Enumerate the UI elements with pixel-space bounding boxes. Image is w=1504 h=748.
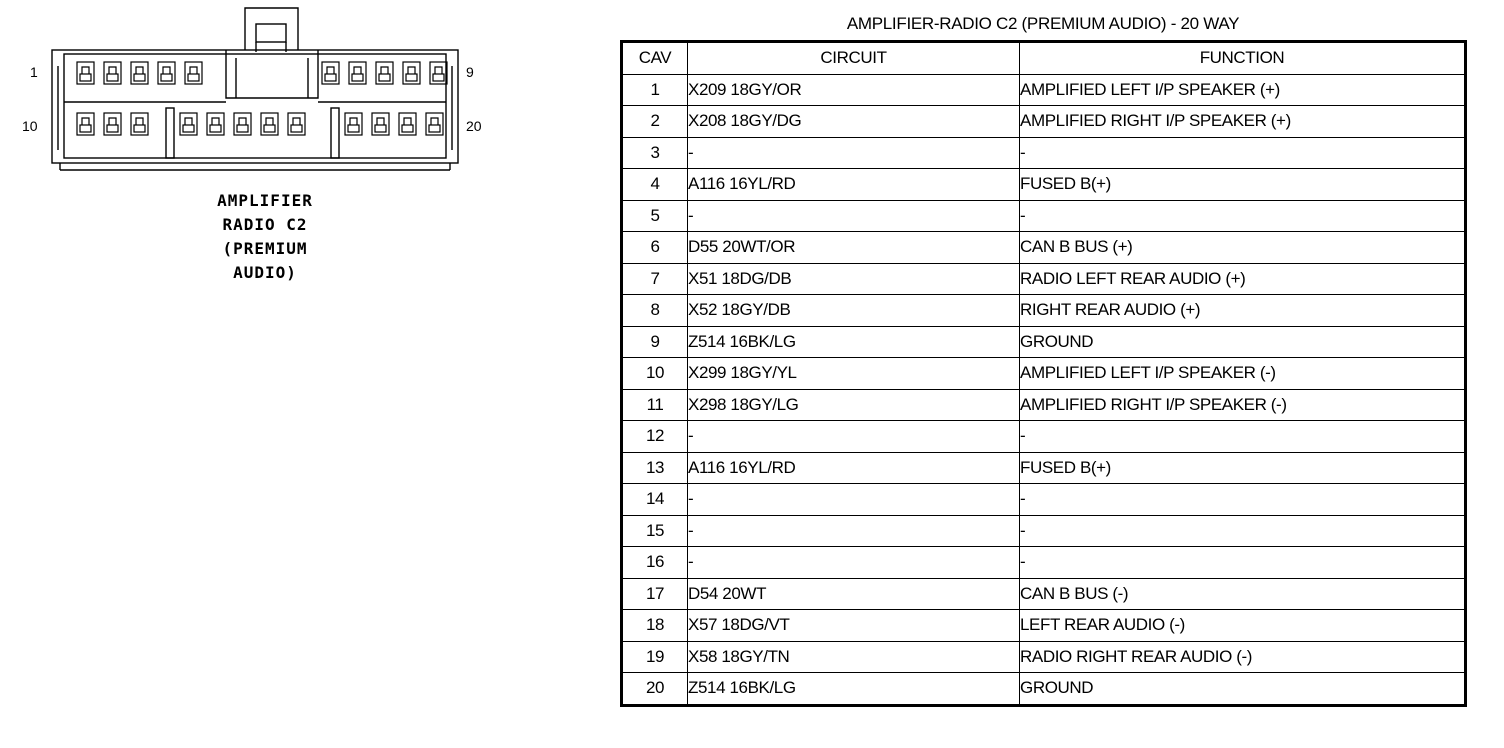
pin-label-1: 1 bbox=[30, 64, 38, 80]
circuit-cell: D55 20WT/OR bbox=[688, 232, 1020, 264]
table-row bbox=[622, 578, 1466, 610]
circuit-cell: - bbox=[688, 421, 1020, 453]
circuit-cell: - bbox=[688, 137, 1020, 169]
circuit-cell: X298 18GY/LG bbox=[688, 389, 1020, 421]
function-cell: - bbox=[1020, 484, 1466, 516]
terminal-cavity-6 bbox=[322, 62, 339, 84]
pin-label-20: 20 bbox=[466, 118, 482, 134]
circuit-cell: - bbox=[688, 515, 1020, 547]
caption-line-4: AUDIO) bbox=[233, 263, 297, 282]
function-cell: GROUND bbox=[1020, 673, 1466, 706]
table-row bbox=[622, 389, 1466, 421]
circuit-cell: - bbox=[688, 484, 1020, 516]
cav-cell: 18 bbox=[622, 610, 688, 642]
terminal-cavity-21 bbox=[399, 113, 416, 135]
circuit-cell: X57 18DG/VT bbox=[688, 610, 1020, 642]
cav-cell: 4 bbox=[622, 169, 688, 201]
terminal-cavity-10 bbox=[430, 62, 447, 84]
table-row bbox=[622, 610, 1466, 642]
function-cell: - bbox=[1020, 421, 1466, 453]
cav-cell: 13 bbox=[622, 452, 688, 484]
cav-cell: 1 bbox=[622, 74, 688, 106]
circuit-cell: A116 16YL/RD bbox=[688, 169, 1020, 201]
function-cell: RIGHT REAR AUDIO (+) bbox=[1020, 295, 1466, 327]
table-row bbox=[622, 673, 1466, 706]
table-row bbox=[622, 421, 1466, 453]
table-row bbox=[622, 263, 1466, 295]
terminal-cavity-4 bbox=[158, 62, 175, 84]
cav-cell: 2 bbox=[622, 106, 688, 138]
terminal-cavity-9 bbox=[403, 62, 420, 84]
cav-cell: 10 bbox=[622, 358, 688, 390]
table-row bbox=[622, 484, 1466, 516]
function-cell: - bbox=[1020, 137, 1466, 169]
function-cell: - bbox=[1020, 200, 1466, 232]
cav-cell: 9 bbox=[622, 326, 688, 358]
table-row bbox=[622, 326, 1466, 358]
table-row bbox=[622, 106, 1466, 138]
table-row bbox=[622, 358, 1466, 390]
terminal-cavity-1 bbox=[77, 62, 94, 84]
function-cell: AMPLIFIED RIGHT I/P SPEAKER (+) bbox=[1020, 106, 1466, 138]
terminal-cavity-5 bbox=[185, 62, 202, 84]
function-cell: CAN B BUS (+) bbox=[1020, 232, 1466, 264]
function-cell: AMPLIFIED RIGHT I/P SPEAKER (-) bbox=[1020, 389, 1466, 421]
terminal-cavity-22 bbox=[426, 113, 443, 135]
terminal-cavity-20 bbox=[372, 113, 389, 135]
caption-line-1: AMPLIFIER bbox=[217, 191, 313, 210]
cav-cell: 19 bbox=[622, 641, 688, 673]
terminal-cavity-7 bbox=[349, 62, 366, 84]
circuit-cell: Z514 16BK/LG bbox=[688, 326, 1020, 358]
pin-label-10: 10 bbox=[22, 118, 38, 134]
circuit-cell: D54 20WT bbox=[688, 578, 1020, 610]
cav-cell: 12 bbox=[622, 421, 688, 453]
header-function: FUNCTION bbox=[1020, 42, 1466, 75]
table-row bbox=[622, 515, 1466, 547]
circuit-cell: A116 16YL/RD bbox=[688, 452, 1020, 484]
keyway-right bbox=[331, 108, 339, 158]
terminal-cavity-14 bbox=[180, 113, 197, 135]
circuit-cell: X208 18GY/DG bbox=[688, 106, 1020, 138]
terminal-cavity-18 bbox=[288, 113, 305, 135]
terminal-cavity-16 bbox=[234, 113, 251, 135]
cav-cell: 3 bbox=[622, 137, 688, 169]
table-row bbox=[622, 74, 1466, 106]
circuit-cell: X299 18GY/YL bbox=[688, 358, 1020, 390]
connector-caption bbox=[190, 189, 340, 285]
cav-cell: 8 bbox=[622, 295, 688, 327]
circuit-cell: X58 18GY/TN bbox=[688, 641, 1020, 673]
terminal-cavity-11 bbox=[77, 113, 94, 135]
connector-latch bbox=[226, 8, 318, 98]
circuit-cell: X209 18GY/OR bbox=[688, 74, 1020, 106]
table-title: AMPLIFIER-RADIO C2 (PREMIUM AUDIO) - 20 WAY bbox=[846, 14, 1240, 33]
header-circuit: CIRCUIT bbox=[688, 42, 1020, 75]
terminal-cavity-19 bbox=[345, 113, 362, 135]
function-cell: AMPLIFIED LEFT I/P SPEAKER (+) bbox=[1020, 74, 1466, 106]
cav-cell: 14 bbox=[622, 484, 688, 516]
cav-cell: 17 bbox=[622, 578, 688, 610]
function-cell: - bbox=[1020, 515, 1466, 547]
function-cell: RADIO LEFT REAR AUDIO (+) bbox=[1020, 263, 1466, 295]
table-row bbox=[622, 232, 1466, 264]
terminal-cavity-8 bbox=[376, 62, 393, 84]
circuit-cell: X51 18DG/DB bbox=[688, 263, 1020, 295]
cav-cell: 16 bbox=[622, 547, 688, 579]
circuit-cell: X52 18GY/DB bbox=[688, 295, 1020, 327]
cav-cell: 5 bbox=[622, 200, 688, 232]
connector-face-diagram bbox=[0, 0, 600, 190]
pinout-table bbox=[620, 40, 1467, 707]
table-header-row bbox=[622, 42, 1466, 75]
function-cell: RADIO RIGHT REAR AUDIO (-) bbox=[1020, 641, 1466, 673]
table-row bbox=[622, 452, 1466, 484]
pin-label-9: 9 bbox=[466, 64, 474, 80]
table-row bbox=[622, 169, 1466, 201]
terminal-cavity-13 bbox=[131, 113, 148, 135]
table-row bbox=[622, 547, 1466, 579]
cav-cell: 6 bbox=[622, 232, 688, 264]
function-cell: - bbox=[1020, 547, 1466, 579]
table-row bbox=[622, 200, 1466, 232]
circuit-cell: Z514 16BK/LG bbox=[688, 673, 1020, 706]
table-row bbox=[622, 137, 1466, 169]
function-cell: CAN B BUS (-) bbox=[1020, 578, 1466, 610]
function-cell: FUSED B(+) bbox=[1020, 452, 1466, 484]
cav-cell: 15 bbox=[622, 515, 688, 547]
keyway-left bbox=[166, 108, 174, 158]
function-cell: LEFT REAR AUDIO (-) bbox=[1020, 610, 1466, 642]
terminal-cavity-3 bbox=[131, 62, 148, 84]
circuit-cell: - bbox=[688, 200, 1020, 232]
function-cell: GROUND bbox=[1020, 326, 1466, 358]
caption-line-3: (PREMIUM bbox=[222, 239, 308, 258]
cav-cell: 20 bbox=[622, 673, 688, 706]
cav-cell: 7 bbox=[622, 263, 688, 295]
function-cell: AMPLIFIED LEFT I/P SPEAKER (-) bbox=[1020, 358, 1466, 390]
table-row bbox=[622, 641, 1466, 673]
caption-line-2: RADIO C2 bbox=[222, 215, 308, 234]
cav-cell: 11 bbox=[622, 389, 688, 421]
terminal-cavity-2 bbox=[104, 62, 121, 84]
function-cell: FUSED B(+) bbox=[1020, 169, 1466, 201]
header-cav: CAV bbox=[622, 42, 688, 75]
terminal-cavity-17 bbox=[261, 113, 278, 135]
circuit-cell: - bbox=[688, 547, 1020, 579]
table-row bbox=[622, 295, 1466, 327]
terminal-cavity-12 bbox=[104, 113, 121, 135]
terminal-cavity-15 bbox=[207, 113, 224, 135]
